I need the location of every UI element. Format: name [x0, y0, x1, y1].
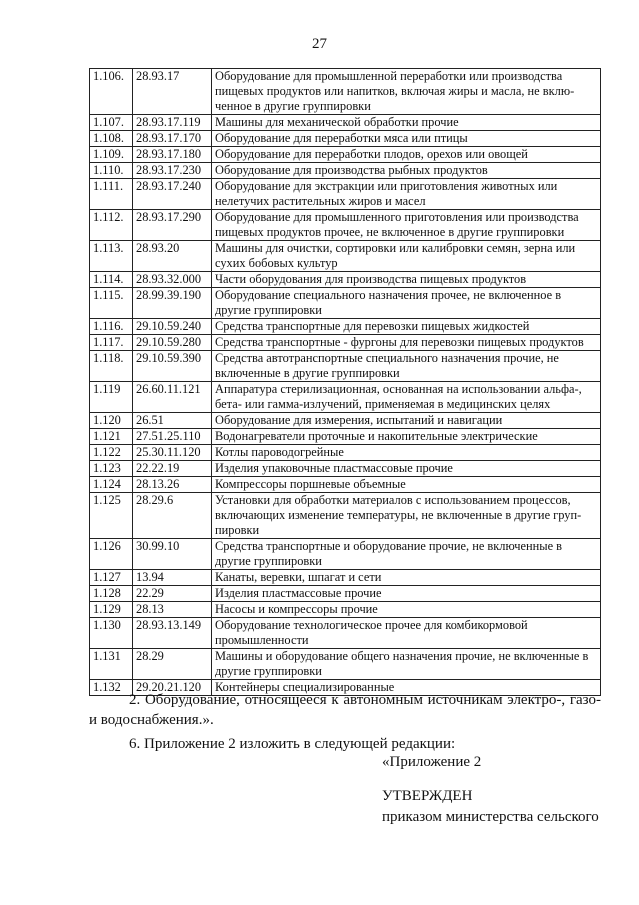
paragraph-autonomous-sources: 2. Оборудование, относящееся к автономным источникам электро-, газо- и водоснабжения.».	[89, 692, 601, 728]
row-description-cell: Аппаратура стерилизационная, основанная на использовании альфа-, бета- или гамма-излучений, применяемая в медицинских целях	[212, 382, 601, 413]
row-number-cell: 1.132	[90, 680, 133, 696]
table-row	[90, 335, 601, 351]
row-number-cell: 1.120	[90, 413, 133, 429]
table-row	[90, 618, 601, 649]
row-description-cell: Части оборудования для производства пищевых продуктов	[212, 272, 601, 288]
row-code-cell: 28.13.26	[133, 477, 212, 493]
row-description-cell: Средства транспортные для перевозки пищевых жидкостей	[212, 319, 601, 335]
row-number-cell: 1.128	[90, 586, 133, 602]
row-description-cell: Изделия упаковочные пластмассовые прочие	[212, 461, 601, 477]
row-description-cell: Оборудование для экстракции или приготовления животных или нелетучих растительных жиров и масел	[212, 179, 601, 210]
row-number-cell: 1.121	[90, 429, 133, 445]
table-row	[90, 413, 601, 429]
row-number-cell: 1.109.	[90, 147, 133, 163]
table-row	[90, 69, 601, 115]
row-description-cell: Средства транспортные - фургоны для перевозки пищевых продуктов	[212, 335, 601, 351]
row-description-cell: Оборудование для переработки плодов, орехов или овощей	[212, 147, 601, 163]
row-code-cell: 30.99.10	[133, 539, 212, 570]
row-code-cell: 29.10.59.240	[133, 319, 212, 335]
table-row	[90, 429, 601, 445]
row-number-cell: 1.112.	[90, 210, 133, 241]
row-code-cell: 26.60.11.121	[133, 382, 212, 413]
row-code-cell: 28.29.6	[133, 493, 212, 539]
row-description-cell: Машины для очистки, сортировки или калибровки семян, зерна или сухих бобовых культур	[212, 241, 601, 272]
table-row	[90, 477, 601, 493]
row-number-cell: 1.116.	[90, 319, 133, 335]
row-code-cell: 27.51.25.110	[133, 429, 212, 445]
row-number-cell: 1.108.	[90, 131, 133, 147]
row-number-cell: 1.114.	[90, 272, 133, 288]
row-description-cell: Компрессоры поршневые объемные	[212, 477, 601, 493]
row-code-cell: 28.93.17.230	[133, 163, 212, 179]
row-number-cell: 1.117.	[90, 335, 133, 351]
row-description-cell: Оборудование для измерения, испытаний и навигации	[212, 413, 601, 429]
row-number-cell: 1.115.	[90, 288, 133, 319]
table-row	[90, 649, 601, 680]
row-code-cell: 28.93.13.149	[133, 618, 212, 649]
row-description-cell: Оборудование специального назначения прочее, не включенное в другие группировки	[212, 288, 601, 319]
row-description-cell: Оборудование для переработки мяса или птицы	[212, 131, 601, 147]
row-code-cell: 26.51	[133, 413, 212, 429]
row-description-cell: Изделия пластмассовые прочие	[212, 586, 601, 602]
row-code-cell: 29.10.59.390	[133, 351, 212, 382]
row-description-cell: Средства автотранспортные специального назначения прочие, не включенные в другие группировки	[212, 351, 601, 382]
row-number-cell: 1.123	[90, 461, 133, 477]
row-number-cell: 1.122	[90, 445, 133, 461]
row-description-cell: Оборудование для производства рыбных продуктов	[212, 163, 601, 179]
row-code-cell: 28.93.20	[133, 241, 212, 272]
row-number-cell: 1.107.	[90, 115, 133, 131]
row-description-cell: Водонагреватели проточные и накопительные электрические	[212, 429, 601, 445]
row-number-cell: 1.131	[90, 649, 133, 680]
table-row	[90, 272, 601, 288]
table-row	[90, 179, 601, 210]
row-code-cell: 28.93.17.290	[133, 210, 212, 241]
table-row	[90, 445, 601, 461]
row-description-cell: Машины для механической обработки прочие	[212, 115, 601, 131]
row-number-cell: 1.125	[90, 493, 133, 539]
table-row	[90, 210, 601, 241]
row-number-cell: 1.127	[90, 570, 133, 586]
equipment-table	[89, 68, 601, 696]
row-code-cell: 28.93.17	[133, 69, 212, 115]
table-row	[90, 147, 601, 163]
row-code-cell: 13.94	[133, 570, 212, 586]
table-row	[90, 382, 601, 413]
equipment-table-body	[90, 69, 601, 696]
row-description-cell: Оборудование для промышленного приготовления или производства пищевых продуктов прочее, не включенное в другие группировки	[212, 210, 601, 241]
row-code-cell: 28.93.32.000	[133, 272, 212, 288]
row-number-cell: 1.110.	[90, 163, 133, 179]
table-row	[90, 586, 601, 602]
table-row	[90, 163, 601, 179]
page-number: 27	[312, 36, 327, 52]
table-row	[90, 570, 601, 586]
row-number-cell: 1.113.	[90, 241, 133, 272]
table-row	[90, 319, 601, 335]
row-code-cell: 28.29	[133, 649, 212, 680]
table-row	[90, 461, 601, 477]
row-code-cell: 28.93.17.119	[133, 115, 212, 131]
row-description-cell: Средства транспортные и оборудование прочие, не включенные в другие группировки	[212, 539, 601, 570]
row-description-cell: Установки для обработки материалов с использованием процессов, включающих изменение температуры, не включенные в другие груп-пировки	[212, 493, 601, 539]
row-code-cell: 22.22.19	[133, 461, 212, 477]
row-number-cell: 1.119	[90, 382, 133, 413]
table-row	[90, 351, 601, 382]
row-description-cell: Насосы и компрессоры прочие	[212, 602, 601, 618]
approved-heading: УТВЕРЖДЕН	[382, 788, 473, 804]
row-number-cell: 1.130	[90, 618, 133, 649]
row-description-cell: Котлы пароводогрейные	[212, 445, 601, 461]
row-code-cell: 22.29	[133, 586, 212, 602]
table-row	[90, 131, 601, 147]
table-row	[90, 115, 601, 131]
order-line: приказом министерства сельского	[382, 809, 599, 825]
row-description-cell: Канаты, веревки, шпагат и сети	[212, 570, 601, 586]
row-code-cell: 29.20.21.120	[133, 680, 212, 696]
row-code-cell: 28.93.17.180	[133, 147, 212, 163]
row-code-cell: 29.10.59.280	[133, 335, 212, 351]
row-description-cell: Оборудование для промышленной переработки или производства пищевых продуктов или напитков, включая жиры и масла, не вклю-ченное в другие группировки	[212, 69, 601, 115]
row-code-cell: 25.30.11.120	[133, 445, 212, 461]
row-number-cell: 1.129	[90, 602, 133, 618]
row-description-cell: Контейнеры специализированные	[212, 680, 601, 696]
row-description-cell: Машины и оборудование общего назначения прочие, не включенные в другие группировки	[212, 649, 601, 680]
row-number-cell: 1.124	[90, 477, 133, 493]
paragraph-appendix-instruction: 6. Приложение 2 изложить в следующей редакции:	[129, 736, 456, 752]
row-description-cell: Оборудование технологическое прочее для комбикормовой промышленности	[212, 618, 601, 649]
table-row	[90, 602, 601, 618]
row-number-cell: 1.111.	[90, 179, 133, 210]
row-code-cell: 28.93.17.170	[133, 131, 212, 147]
table-row	[90, 241, 601, 272]
row-number-cell: 1.118.	[90, 351, 133, 382]
row-code-cell: 28.13	[133, 602, 212, 618]
row-code-cell: 28.93.17.240	[133, 179, 212, 210]
row-number-cell: 1.126	[90, 539, 133, 570]
row-number-cell: 1.106.	[90, 69, 133, 115]
table-row	[90, 539, 601, 570]
table-row	[90, 493, 601, 539]
appendix-heading: «Приложение 2	[382, 754, 482, 770]
row-code-cell: 28.99.39.190	[133, 288, 212, 319]
table-row	[90, 288, 601, 319]
